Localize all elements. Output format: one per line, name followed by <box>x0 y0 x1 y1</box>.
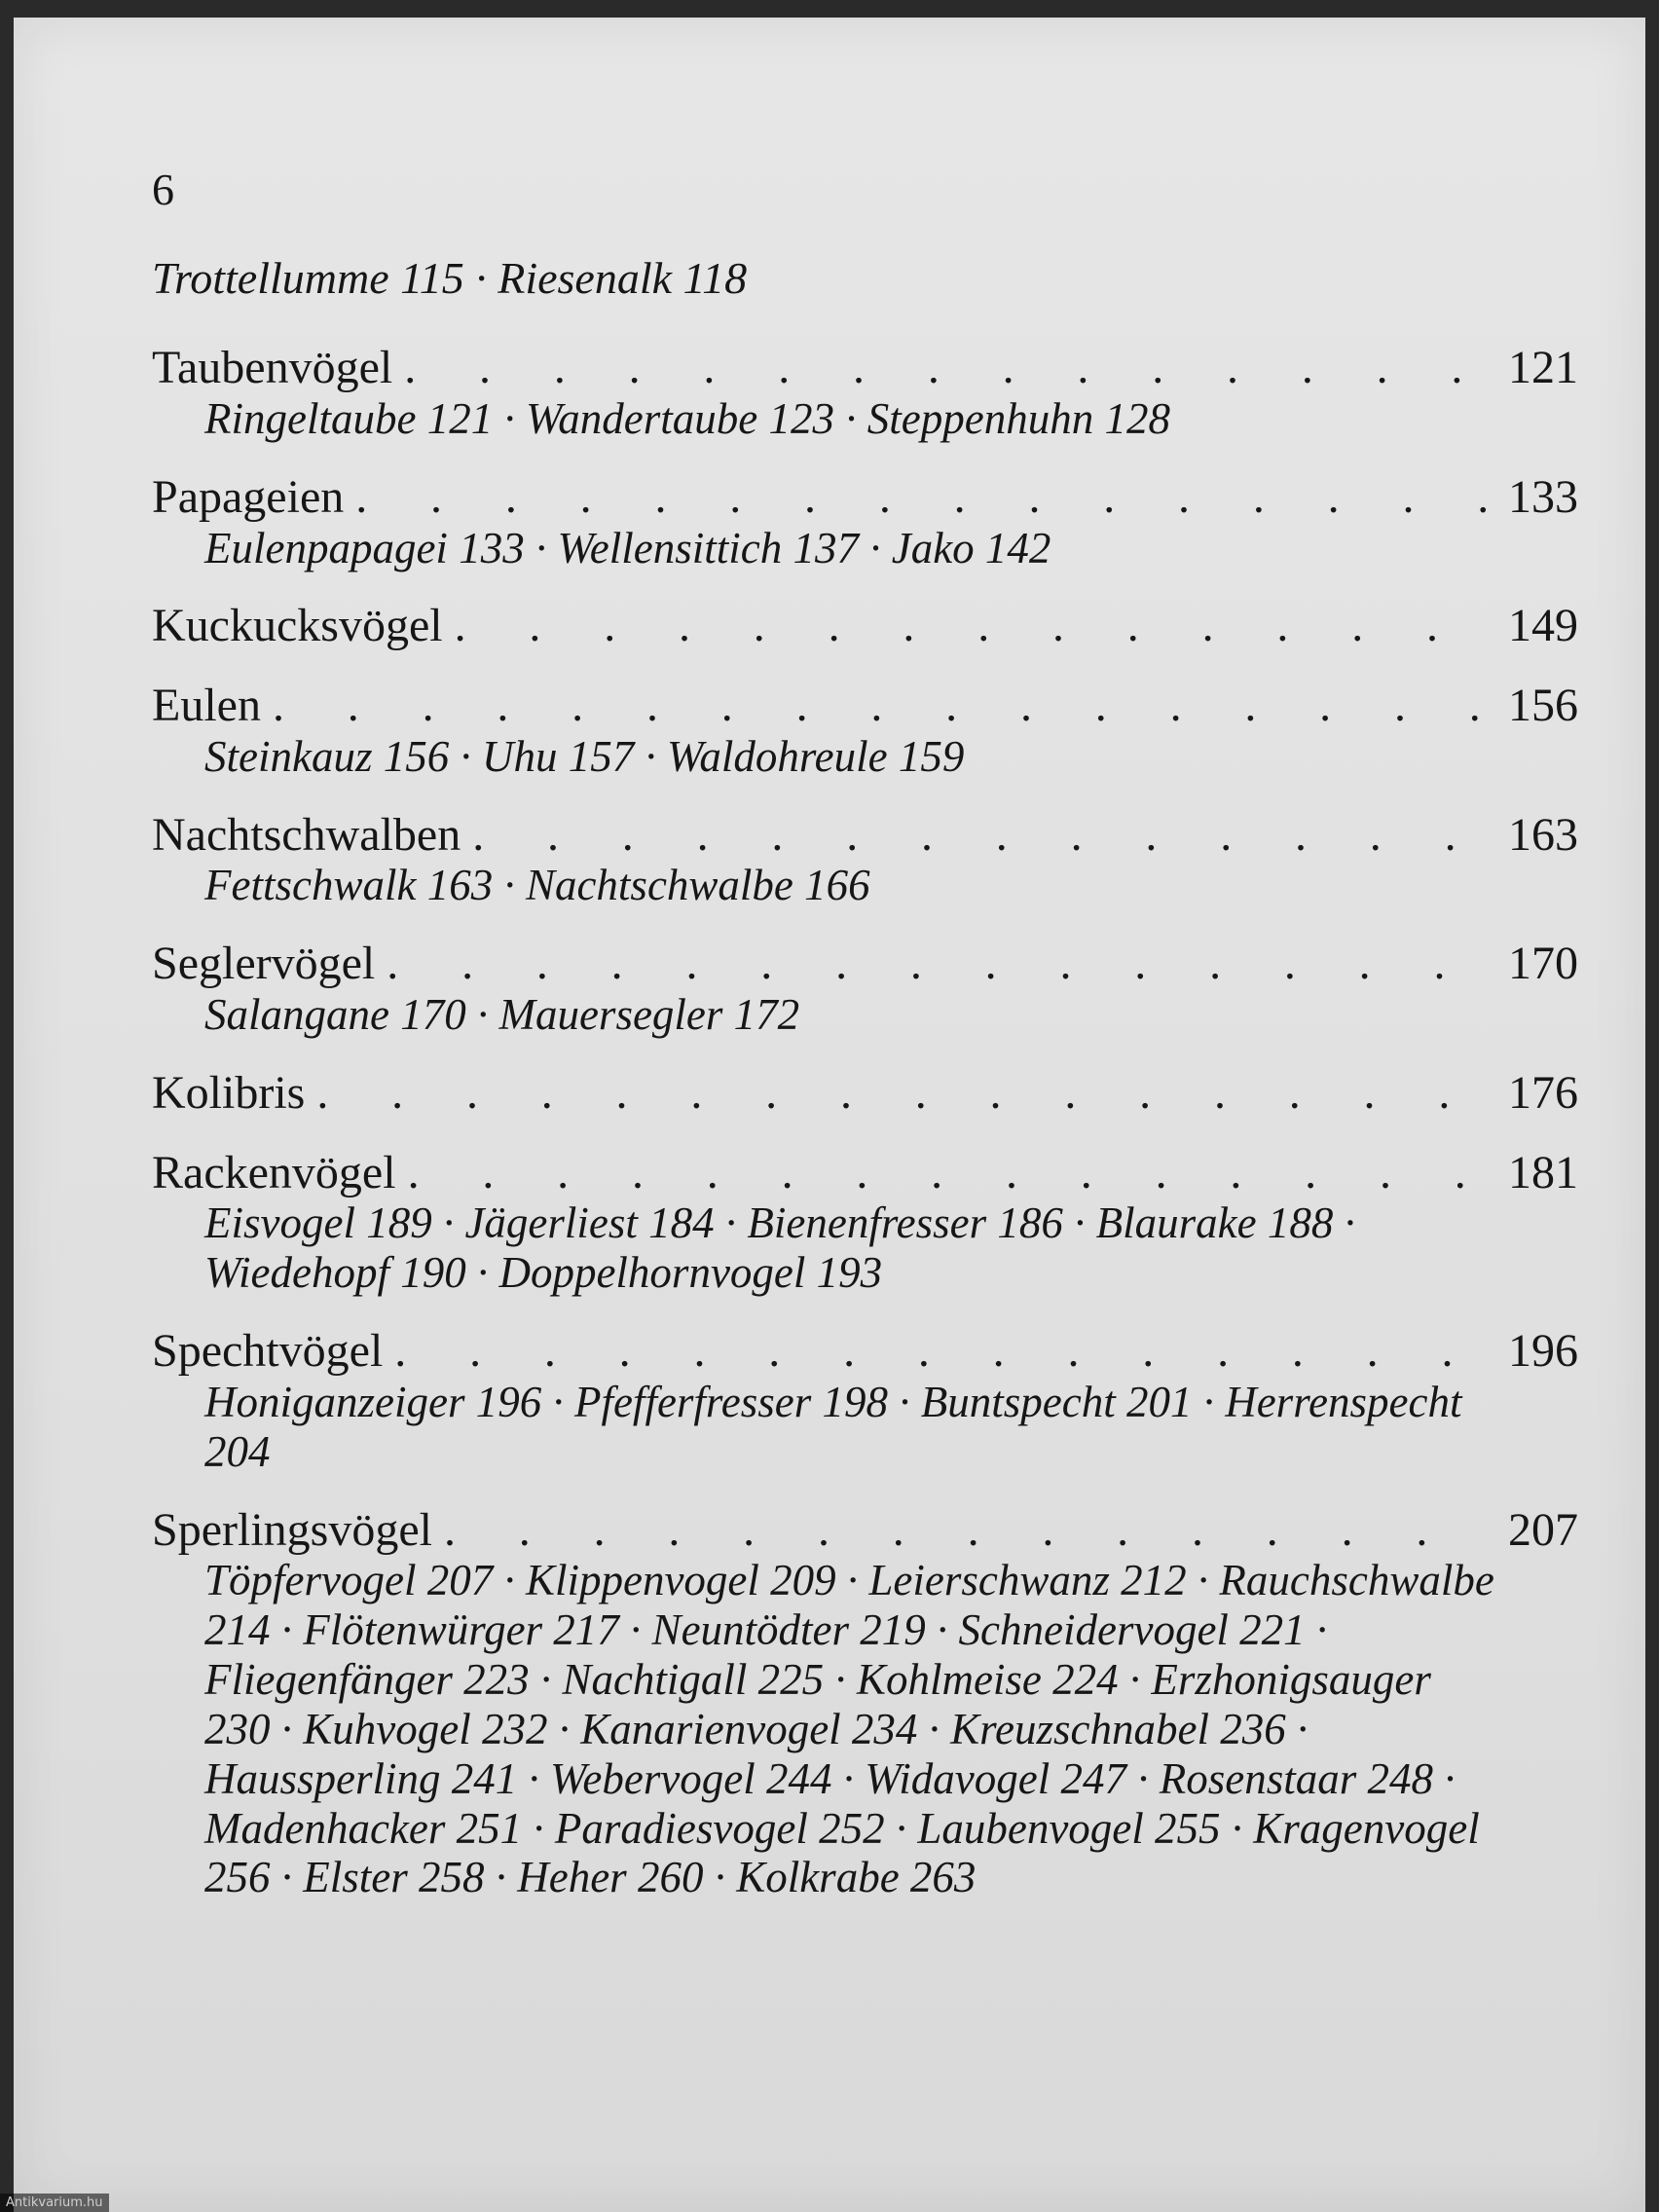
toc-section <box>152 600 1578 652</box>
section-title: Nachtschwalben <box>152 808 461 861</box>
dot-leader <box>472 809 1493 862</box>
toc-entry <box>152 1147 1578 1199</box>
book-page <box>14 18 1645 2212</box>
dot-leader <box>404 342 1493 394</box>
dot-leader <box>394 1325 1493 1378</box>
toc-section <box>152 809 1578 911</box>
dot-leader <box>444 1504 1493 1557</box>
section-title: Taubenvögel <box>152 342 393 394</box>
section-title: Papageien <box>152 470 345 523</box>
toc-entry <box>152 342 1578 394</box>
intro-species-line: Trottellumme 115 · Riesenalk 118 <box>152 253 748 303</box>
section-page: 170 <box>1508 938 1578 990</box>
section-title: Kuckucksvögel <box>152 600 443 652</box>
species-list: Salangane 170 · Mauersegler 172 <box>204 990 800 1040</box>
dot-leader <box>408 1147 1493 1199</box>
section-title: Rackenvögel <box>152 1146 396 1198</box>
page-number: 6 <box>152 165 174 214</box>
section-title: Kolibris <box>152 1066 306 1119</box>
toc-entry <box>152 1067 1578 1120</box>
toc-section <box>152 1067 1578 1120</box>
section-page: 181 <box>1508 1146 1578 1198</box>
section-page: 196 <box>1508 1325 1578 1378</box>
section-title: Spechtvögel <box>152 1325 384 1378</box>
section-title: Eulen <box>152 680 261 732</box>
section-page: 121 <box>1508 342 1578 394</box>
toc-section <box>152 1325 1578 1476</box>
dot-leader <box>387 938 1493 990</box>
section-page: 133 <box>1508 470 1578 523</box>
dot-leader <box>316 1067 1493 1120</box>
toc-entry <box>152 600 1578 652</box>
species-list: Eulenpapagei 133 · Wellensittich 137 · Jako 142 <box>204 523 1051 572</box>
species-list: Töpfervogel 207 · Klippenvogel 209 · Leierschwanz 212 · Rauchschwalbe 214 · Flötenwürger 217 · Neuntödter 219 · Schneidervogel 221 · Fliegenfänger 223 · Nachtigall 225 · Kohlmeise 224 · Erzhonigsauger 230 · Kuhvogel 232 · Kanarienvogel 234 · Kreuzschnabel 236 · Haussperling 241 · Webervogel 244 · Widavogel 247 · Rosenstaar 248 · Madenhacker 251 · Paradiesvogel 252 · Laubenvogel 255 · Kragenvogel 256 · Elster 258 · Heher 260 · Kolkrabe 263 <box>204 1556 1494 1902</box>
species-list: Fettschwalk 163 · Nachtschwalbe 166 <box>204 861 870 910</box>
dot-leader <box>355 471 1493 524</box>
toc-entry <box>152 680 1578 732</box>
toc-entry <box>152 809 1578 862</box>
species-list: Eisvogel 189 · Jägerliest 184 · Bienenfresser 186 · Blaurake 188 · Wiedehopf 190 · Doppelhornvogel 193 <box>204 1198 1355 1298</box>
toc-entry <box>152 471 1578 524</box>
dot-leader <box>273 680 1493 732</box>
section-title: Seglervögel <box>152 938 376 990</box>
species-list: Steinkauz 156 · Uhu 157 · Waldohreule 159 <box>204 731 965 781</box>
section-page: 163 <box>1508 808 1578 861</box>
section-page: 156 <box>1508 680 1578 732</box>
toc-section <box>152 342 1578 444</box>
section-page: 207 <box>1508 1503 1578 1556</box>
toc-entry <box>152 1504 1578 1557</box>
toc-entry <box>152 1325 1578 1378</box>
toc-entry <box>152 938 1578 990</box>
table-of-contents <box>152 251 1578 1930</box>
toc-section <box>152 471 1578 573</box>
toc-section <box>152 1504 1578 1903</box>
species-list: Honiganzeiger 196 · Pfefferfresser 198 · Buntspecht 201 · Herrenspecht 204 <box>204 1377 1462 1476</box>
section-page: 176 <box>1508 1066 1578 1119</box>
section-page: 149 <box>1508 600 1578 652</box>
toc-section <box>152 1147 1578 1298</box>
toc-section <box>152 680 1578 782</box>
watermark: Antikvarium.hu <box>0 2194 109 2212</box>
species-list: Ringeltaube 121 · Wandertaube 123 · Steppenhuhn 128 <box>204 393 1170 443</box>
toc-section <box>152 938 1578 1040</box>
dot-leader <box>455 600 1493 652</box>
section-title: Sperlingsvögel <box>152 1503 432 1556</box>
